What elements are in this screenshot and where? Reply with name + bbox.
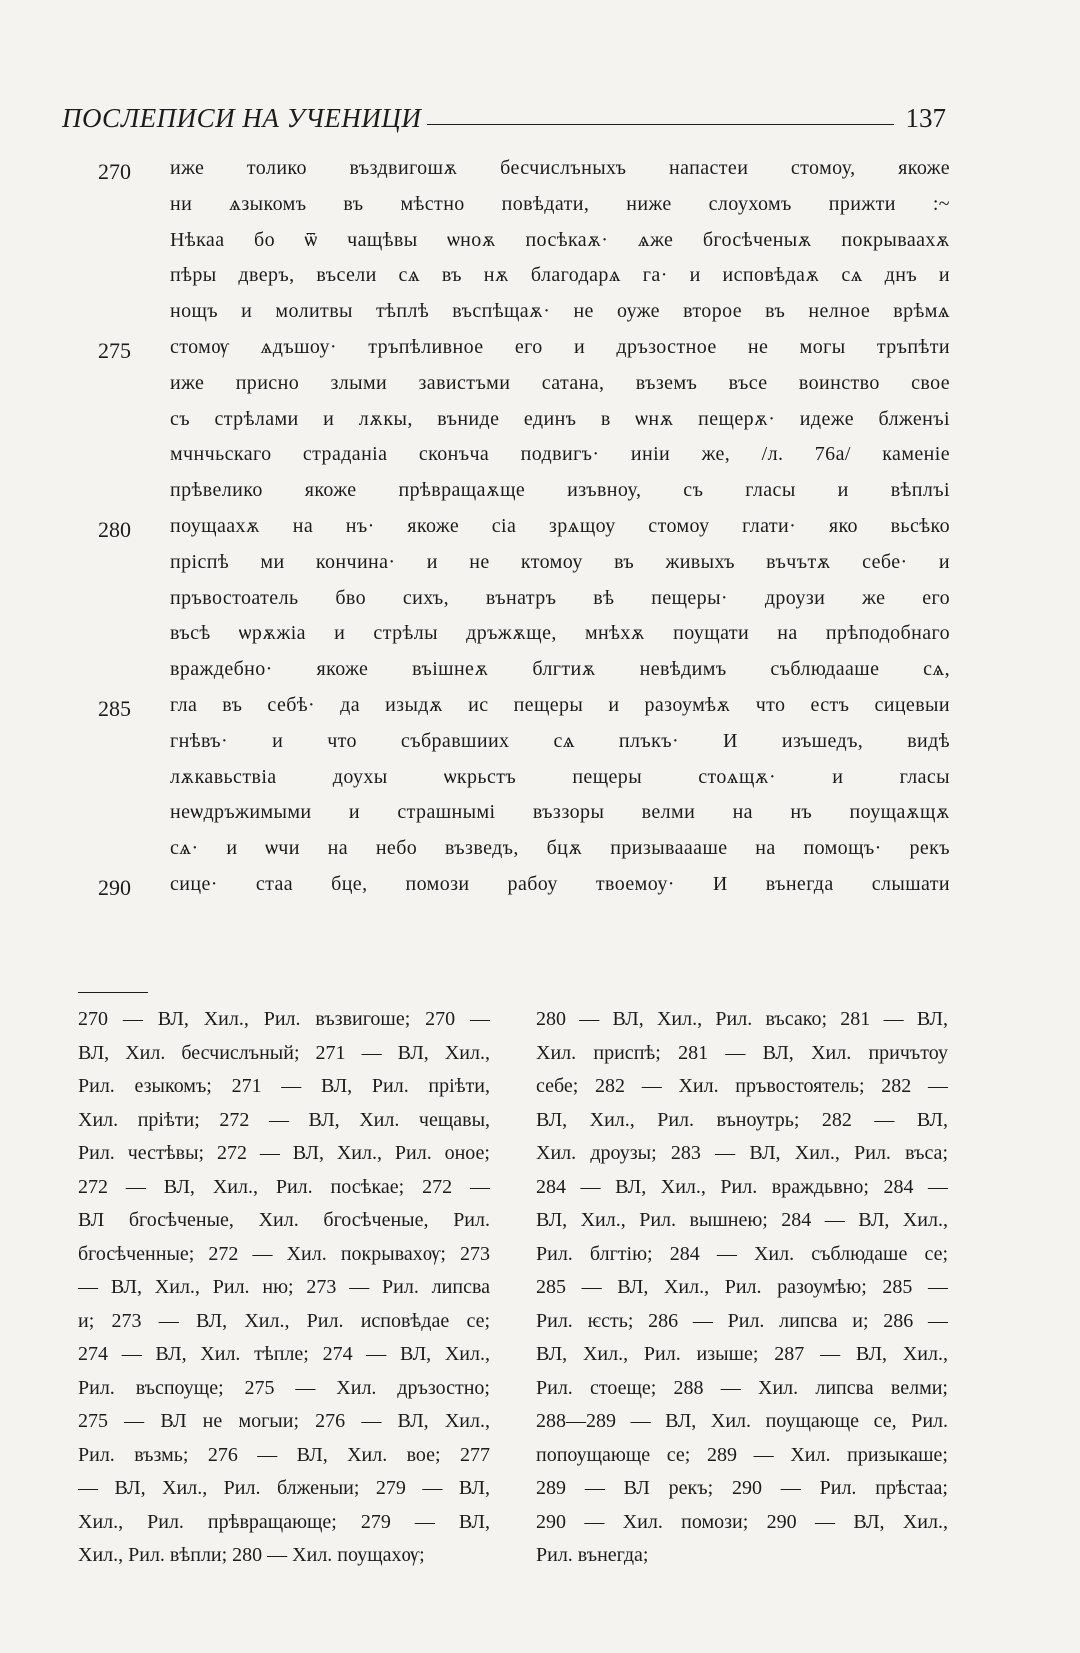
line-text: нощъ и молитвы тѣплѣ въспѣщаѫ· не оуже второе въ нелное врѣмѧ: [170, 300, 950, 323]
footnote-line: Рил. въспоуще; 275 — Хил. дръзостно;: [78, 1376, 490, 1399]
line-text: Нѣкаа бо ѿ чащѣвы ѡноѫ посѣкаѫ· ѧже бгосѣченыѫ покрываахѫ: [170, 228, 950, 251]
text-line: [0, 370, 1080, 406]
text-line: [0, 692, 1080, 728]
text-line: [0, 227, 1080, 263]
footnote-line: ВЛ, Хил., Рил. вышнею; 284 — ВЛ, Хил.,: [536, 1209, 948, 1231]
line-text: пръвостоатель бво сихъ, вънатръ вѣ пещеры· дроузи же его: [170, 586, 950, 609]
footnote-line: попоущающе се; 289 — Хил. призыкаше;: [536, 1443, 948, 1466]
text-line: [0, 477, 1080, 513]
footnote-line: 284 — ВЛ, Хил., Рил. враждьвно; 284 —: [536, 1175, 948, 1198]
text-line: [0, 799, 1080, 835]
text-line: [0, 620, 1080, 656]
footnote-line: 274 — ВЛ, Хил. тѣпле; 274 — ВЛ, Хил.,: [78, 1343, 490, 1365]
footnote-line: 290 — Хил. помози; 290 — ВЛ, Хил.,: [536, 1510, 948, 1533]
footnote-line: Рил. езыкомъ; 271 — ВЛ, Рил. пріѣти,: [78, 1075, 490, 1097]
footnote-line: Рил. ѥсть; 286 — Рил. липсва и; 286 —: [536, 1309, 948, 1332]
text-line: [0, 298, 1080, 334]
line-text: въсѣ ѡрѫжіа и стрѣлы дръжѫще, мнѣхѫ поущати на прѣподобнаго: [170, 622, 950, 645]
footnote-line: и; 273 — ВЛ, Хил., Рил. исповѣдае се;: [78, 1309, 490, 1332]
footnote-line: Хил. дроузы; 283 — ВЛ, Хил., Рил. въса;: [536, 1142, 948, 1164]
line-text: сѧ· и ѡчи на небо възведъ, бцѫ призываааше на помощъ· рекъ: [170, 837, 950, 860]
text-line: [0, 262, 1080, 298]
header-rule: [427, 124, 893, 125]
footnote-line: Рил. блгтію; 284 — Хил. съблюдаше се;: [536, 1242, 948, 1265]
text-line: [0, 656, 1080, 692]
footnote-line: Хил., Рил. вѣпли; 280 — Хил. поущахѹ;: [78, 1544, 425, 1566]
text-line: [0, 191, 1080, 227]
line-number: 285: [98, 695, 131, 721]
text-line: [0, 764, 1080, 800]
line-text: пѣры дверъ, въсели сѧ въ нѫ благодарѧ га· и исповѣдаѫ сѧ днъ и: [170, 264, 950, 287]
line-number: 280: [98, 516, 131, 542]
line-text: неѡдръжимыми и страшнымі въззоры велми на нъ поущаѫщѫ: [170, 801, 950, 824]
text-line: [0, 585, 1080, 621]
footnote-line: Хил. приспѣ; 281 — ВЛ, Хил. причътоу: [536, 1041, 948, 1064]
running-header: [62, 94, 946, 134]
footnote-line: Хил., Рил. прѣвращающе; 279 — ВЛ,: [78, 1510, 490, 1533]
text-line: [0, 406, 1080, 442]
footnote-line: 285 — ВЛ, Хил., Рил. разоумѣю; 285 —: [536, 1276, 948, 1298]
footnote-line: Рил. възмь; 276 — ВЛ, Хил. вое; 277: [78, 1443, 490, 1466]
running-title: ПОСЛЕПИСИ НА УЧЕНИЦИ: [62, 103, 422, 133]
line-text: гла въ себѣ· да изыдѫ ис пещеры и разоумѣѫ что естъ сицевыи: [170, 693, 950, 716]
text-line: [0, 513, 1080, 549]
footnote-line: Рил. стоеще; 288 — Хил. липсва велми;: [536, 1376, 948, 1399]
text-line: [0, 155, 1080, 191]
footnote-line: 289 — ВЛ рекъ; 290 — Рил. прѣстаа;: [536, 1477, 948, 1499]
footnote-line: Хил. пріѣти; 272 — ВЛ, Хил. чещавы,: [78, 1108, 490, 1131]
page-number: 137: [905, 103, 946, 133]
line-number: 290: [98, 874, 131, 900]
line-text: гнѣвъ· и что събравшиих сѧ плъкъ· И изъшедъ, видѣ: [170, 729, 950, 752]
line-number: 270: [98, 159, 131, 184]
footnotes-left-column: [78, 1003, 490, 1573]
text-line: [0, 835, 1080, 871]
line-text: сице· стаа бце, помози рабоу твоемоу· И вънегда слышати: [170, 872, 950, 895]
line-text: враждебно· якоже въішнеѫ блгтиѫ невѣдимъ съблюдааше сѧ,: [170, 658, 950, 681]
line-text: иже присно злыми завистъми сатана, въземъ въсе воинство свое: [170, 371, 950, 394]
footnote-line: 280 — ВЛ, Хил., Рил. въсако; 281 — ВЛ,: [536, 1008, 948, 1030]
footnote-line: Рил. честѣвы; 272 — ВЛ, Хил., Рил. оное;: [78, 1142, 490, 1164]
text-line: [0, 871, 1080, 907]
footnote-line: 272 — ВЛ, Хил., Рил. посѣкае; 272 —: [78, 1175, 490, 1198]
footnote-line: — ВЛ, Хил., Рил. ню; 273 — Рил. липсва: [78, 1276, 490, 1298]
line-text: лѫкавьствіа доухы ѡкрьстъ пещеры стоѧщѫ· и гласы: [170, 765, 950, 788]
line-text: прѣвелико якоже прѣвращаѫще изъвноу, съ гласы и вѣплъі: [170, 479, 950, 502]
text-line: [0, 549, 1080, 585]
footnote-line: ВЛ, Хил., Рил. въноутрь; 282 — ВЛ,: [536, 1108, 948, 1131]
text-line: [0, 334, 1080, 370]
line-text: съ стрѣлами и лѫкы, въниде единъ в ѡнѫ пещерѫ· идеже блженъі: [170, 407, 950, 430]
line-text: пріспѣ ми кончина· и не ктомоу въ живыхъ въчътѫ себе· и: [170, 550, 950, 573]
footnote-line: ВЛ, Хил., Рил. изыше; 287 — ВЛ, Хил.,: [536, 1343, 948, 1365]
main-text-block: [0, 155, 1080, 907]
line-number: 275: [98, 337, 131, 363]
footnote-line: бгосѣченные; 272 — Хил. покрывахѹ; 273: [78, 1242, 490, 1265]
footnote-line: 275 — ВЛ не могыи; 276 — ВЛ, Хил.,: [78, 1410, 490, 1432]
line-text: мчнчьскаго страданіа сконъча подвигъ· иніи же, /л. 76а/ каменіе: [170, 443, 950, 466]
footnotes-right-column: [536, 1003, 948, 1573]
line-text: поущаахѫ на нъ· якоже сіа зрѧщоу стомоу глати· яко вьсѣко: [170, 514, 950, 537]
text-line: [0, 728, 1080, 764]
footnote-line: — ВЛ, Хил., Рил. блженыи; 279 — ВЛ,: [78, 1477, 490, 1499]
footnote-line: ВЛ, Хил. бесчислъный; 271 — ВЛ, Хил.,: [78, 1041, 490, 1064]
line-text: иже толико въздвигошѫ бесчислъныхъ напастеи стомоу, якоже: [170, 157, 950, 179]
line-text: стомѹ ѧдъшоу· тръпѣливное его и дръзостное не могы тръпѣти: [170, 335, 950, 358]
text-line: [0, 441, 1080, 477]
footnote-line: 270 — ВЛ, Хил., Рил. възвигоше; 270 —: [78, 1008, 490, 1030]
footnote-line: себе; 282 — Хил. пръвостоятель; 282 —: [536, 1075, 948, 1097]
footnote-line: 288—289 — ВЛ, Хил. поущающе се, Рил.: [536, 1410, 948, 1432]
line-text: ни ѧзыкомъ въ мѣстно повѣдати, ниже слоухомъ прижти :~: [170, 192, 950, 215]
footnote-line: Рил. вънегда;: [536, 1544, 649, 1566]
footnote-separator: [78, 992, 148, 993]
footnote-line: ВЛ бгосѣченые, Хил. бгосѣченые, Рил.: [78, 1209, 490, 1231]
